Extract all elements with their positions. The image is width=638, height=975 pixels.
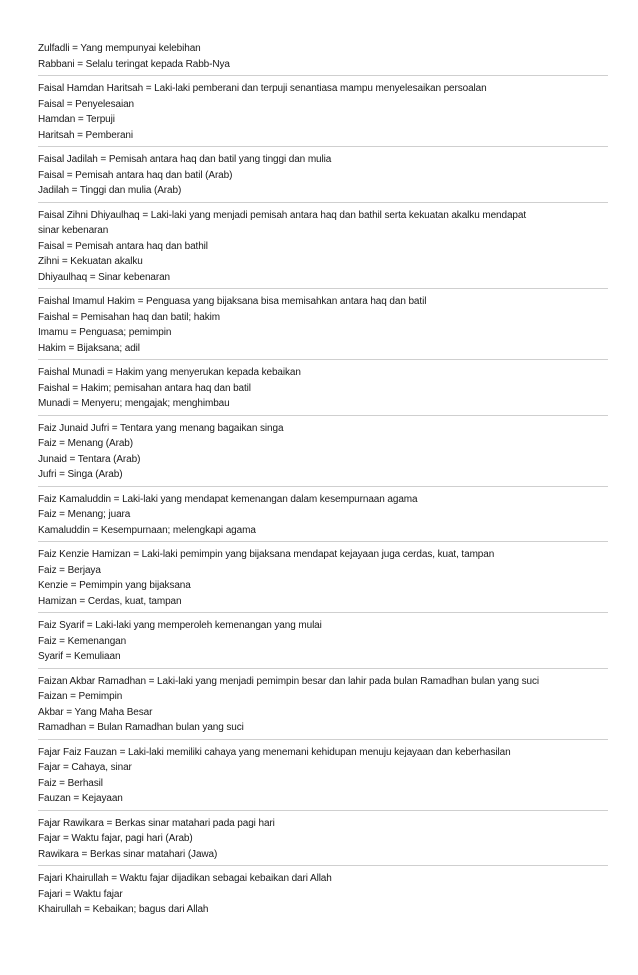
entry-detail-line: Hamdan = Terpuji [38, 114, 115, 125]
entry-detail-line: Rawikara = Berkas sinar matahari (Jawa) [38, 848, 218, 860]
name-entry [38, 492, 608, 543]
entry-detail-line: Faizan = Pemimpin [38, 691, 123, 702]
entry-detail-line: Junaid = Tentara (Arab) [38, 453, 141, 465]
entry-title-line: Faiz Syarif = Laki-laki yang memperoleh kemenangan yang mulai [38, 620, 322, 631]
name-entry [38, 41, 608, 76]
name-entry [38, 208, 608, 290]
entry-detail-line: Khairullah = Kebaikan; bagus dari Allah [38, 904, 209, 915]
name-entry [38, 421, 608, 487]
entry-detail-line: Jadilah = Tinggi dan mulia (Arab) [38, 185, 182, 196]
entry-detail-line: Haritsah = Pemberani [38, 129, 133, 141]
entry-detail-line: Hakim = Bijaksana; adil [38, 342, 140, 354]
entry-detail-line: Syarif = Kemuliaan [38, 651, 121, 662]
entry-detail-line: Faiz = Kemenangan [38, 635, 127, 647]
entry-detail-line: Munadi = Menyeru; mengajak; menghimbau [38, 398, 230, 409]
name-entry [38, 365, 608, 416]
entry-title-line: Faishal Munadi = Hakim yang menyerukan kepada kebaikan [38, 367, 301, 378]
entry-detail-line: Fauzan = Kejayaan [38, 793, 123, 804]
entry-title-line: Fajari Khairullah = Waktu fajar dijadikan sebagai kebaikan dari Allah [38, 873, 332, 884]
name-entry [38, 618, 608, 669]
entry-detail-line: Jufri = Singa (Arab) [38, 469, 123, 480]
name-entry [38, 674, 608, 740]
name-entry [38, 81, 608, 147]
entry-title-line: Faisal Jadilah = Pemisah antara haq dan batil yang tinggi dan mulia [38, 154, 332, 165]
entry-detail-line: Ramadhan = Bulan Ramadhan bulan yang suci [38, 722, 244, 733]
entry-detail-line: Faiz = Berjaya [38, 564, 101, 576]
name-entry [38, 547, 608, 613]
name-entry [38, 152, 608, 203]
entry-detail-line: Kenzie = Pemimpin yang bijaksana [38, 580, 191, 591]
entry-detail-line: Faisal = Pemisah antara haq dan bathil [38, 240, 208, 252]
name-meaning-list [38, 41, 608, 921]
entry-detail-line: Faisal = Penyelesaian [38, 98, 135, 110]
name-entry [38, 745, 608, 811]
entry-title-line: Faiz Junaid Jufri = Tentara yang menang bagaikan singa [38, 422, 284, 434]
entry-detail-line: Fajar = Cahaya, sinar [38, 762, 132, 773]
entry-detail-line: Faishal = Pemisahan haq dan batil; hakim [38, 311, 220, 323]
entry-detail-line: Akbar = Yang Maha Besar [38, 706, 153, 718]
entry-detail-line: Kamaluddin = Kesempurnaan; melengkapi agama [38, 524, 256, 536]
entry-detail-line: Fajari = Waktu fajar [38, 888, 123, 900]
entry-title-line: Faizan Akbar Ramadhan = Laki-laki yang menjadi pemimpin besar dan lahir pada bulan Ramadhan bulan yang suci [38, 675, 540, 687]
entry-title-line: Fajar Faiz Fauzan = Laki-laki memiliki cahaya yang menemani kehidupan menuju kejayaan dan keberhasilan [38, 746, 511, 758]
entry-title-line: Faiz Kamaluddin = Laki-laki yang mendapat kemenangan dalam kesempurnaan agama [38, 493, 418, 505]
entry-detail-line: Fajar = Waktu fajar, pagi hari (Arab) [38, 833, 193, 844]
entry-detail-line: Imamu = Penguasa; pemimpin [38, 327, 172, 338]
entry-detail-line: Faiz = Menang; juara [38, 509, 131, 520]
entry-title-line: Faisal Zihni Dhiyaulhaq = Laki-laki yang menjadi pemisah antara haq dan bathil serta kekuatan akalku mendapat [38, 209, 527, 221]
entry-title-line: Faisal Hamdan Haritsah = Laki-laki pemberani dan terpuji senantiasa mampu menyelesaikan persoalan [38, 83, 487, 94]
name-entry [38, 871, 608, 921]
entry-title-line: Zulfadli = Yang mempunyai kelebihan [38, 43, 201, 54]
entry-title-line: Faishal Imamul Hakim = Penguasa yang bijaksana bisa memisahkan antara haq dan batil [38, 296, 427, 307]
entry-detail-line: Hamizan = Cerdas, kuat, tampan [38, 595, 182, 607]
name-entry [38, 294, 608, 360]
entry-detail-line: Rabbani = Selalu teringat kepada Rabb-Nya [38, 58, 230, 70]
entry-detail-line: Faisal = Pemisah antara haq dan batil (Arab) [38, 169, 233, 181]
entry-title-line: Fajar Rawikara = Berkas sinar matahari pada pagi hari [38, 817, 275, 829]
entry-detail-line: Zihni = Kekuatan akalku [38, 256, 143, 267]
entry-title-line: Faiz Kenzie Hamizan = Laki-laki pemimpin yang bijaksana mendapat kejayaan juga cerdas, kuat, tampan [38, 549, 495, 560]
entry-detail-line: Dhiyaulhaq = Sinar kebenaran [38, 271, 171, 283]
name-entry [38, 816, 608, 867]
entry-detail-line: Faiz = Berhasil [38, 777, 103, 789]
entry-detail-line: sinar kebenaran [38, 225, 109, 236]
entry-detail-line: Faishal = Hakim; pemisahan antara haq dan batil [38, 382, 251, 394]
entry-detail-line: Faiz = Menang (Arab) [38, 438, 133, 449]
